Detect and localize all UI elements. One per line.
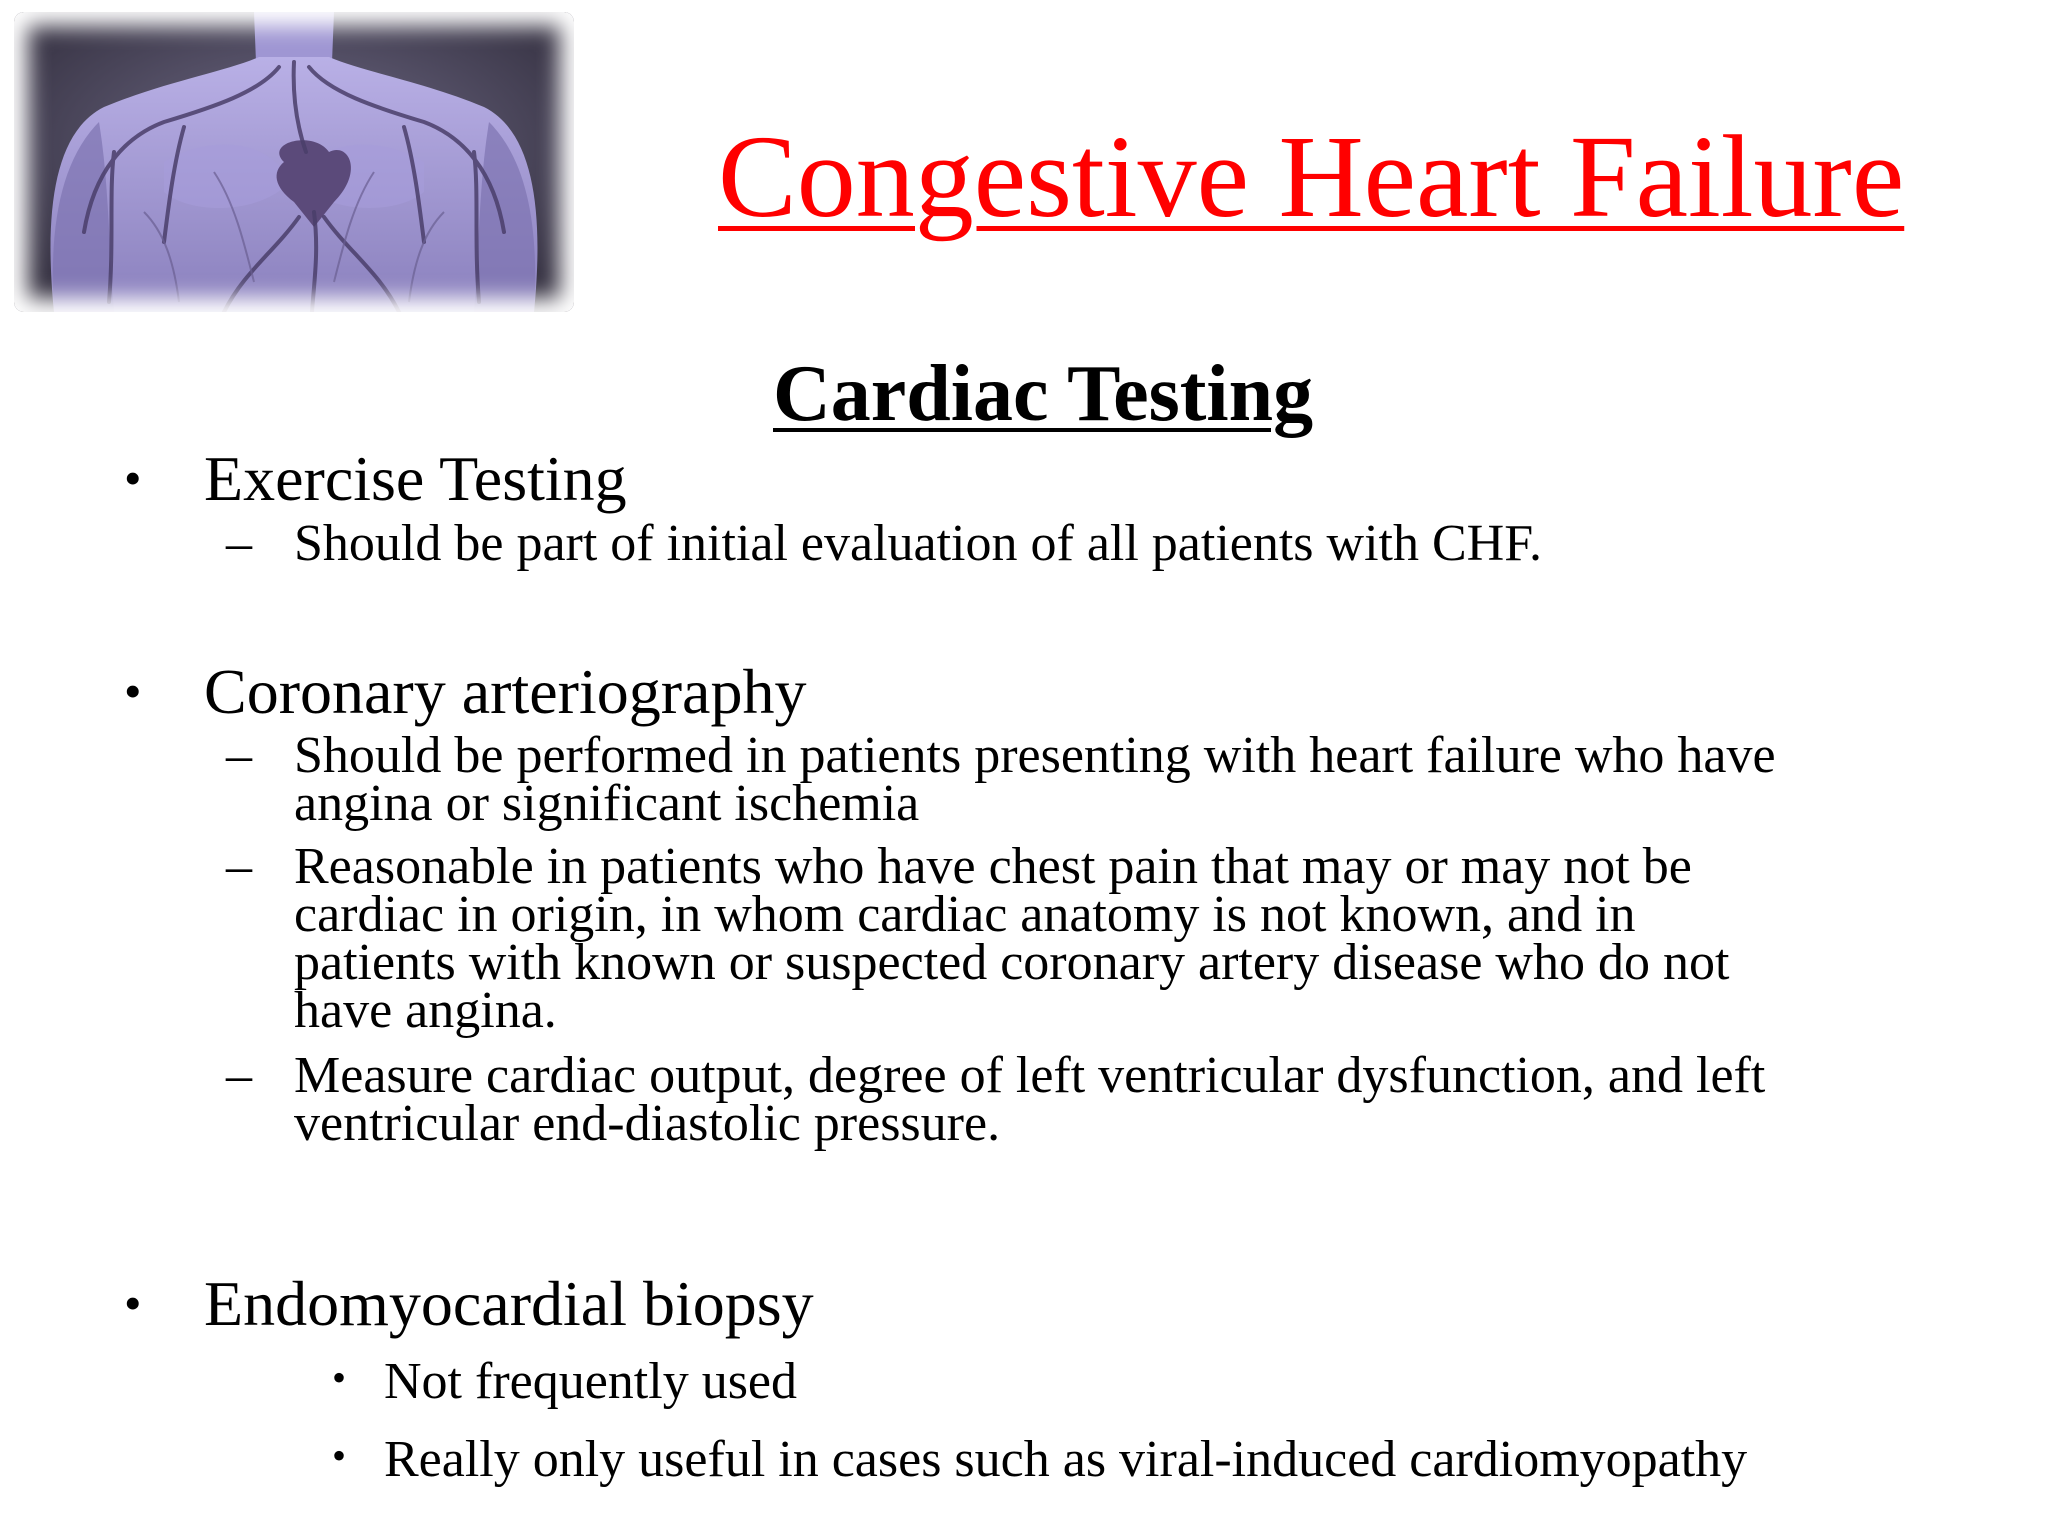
sub-point-text (294, 727, 2048, 832)
slide-title: Congestive Heart Failure (718, 111, 1905, 242)
circulatory-torso-illustration (14, 12, 574, 312)
bullet-dot: • (124, 1275, 142, 1331)
bullet-heading: Exercise Testing (204, 443, 627, 514)
bullet-heading: Endomyocardial biopsy (204, 1268, 814, 1339)
sub-bullet-text: Really only useful in cases such as viral-induced cardiomyopathy (384, 1431, 1748, 1488)
sub-point-text (294, 1047, 2048, 1152)
anatomy-drawing (14, 12, 574, 312)
dash-marker: – (226, 727, 252, 784)
sub-point-text (294, 515, 2048, 572)
sub-point-line: Should be performed in patients presenting with heart failure who have (294, 727, 1776, 784)
sub-point-line: ventricular end-diastolic pressure. (294, 1095, 1001, 1152)
sub-bullet-dot: • (332, 1433, 347, 1478)
sub-point-line: Measure cardiac output, degree of left ventricular dysfunction, and left (294, 1047, 1766, 1104)
bullet-dot: • (124, 450, 142, 506)
sub-bullet-text: Not frequently used (384, 1353, 798, 1410)
sub-bullet-dot: • (332, 1355, 347, 1400)
sub-point-line: Reasonable in patients who have chest pain that may or may not be (294, 838, 1692, 895)
sub-point-line: cardiac in origin, in whom cardiac anatomy is not known, and in (294, 886, 1636, 943)
sub-point-text (294, 838, 2048, 1039)
sub-point-line: Should be part of initial evaluation of all patients with CHF. (294, 515, 1542, 572)
bullet-heading: Coronary arteriography (204, 656, 807, 727)
sub-point-line: have angina. (294, 982, 557, 1039)
dash-marker: – (226, 838, 252, 895)
bullet-dot: • (124, 663, 142, 719)
sub-point-line: angina or significant ischemia (294, 775, 920, 832)
dash-marker: – (226, 1047, 252, 1104)
sub-point-line: patients with known or suspected coronary artery disease who do not (294, 934, 1730, 991)
section-subtitle: Cardiac Testing (773, 350, 1314, 438)
dash-marker: – (226, 515, 252, 572)
